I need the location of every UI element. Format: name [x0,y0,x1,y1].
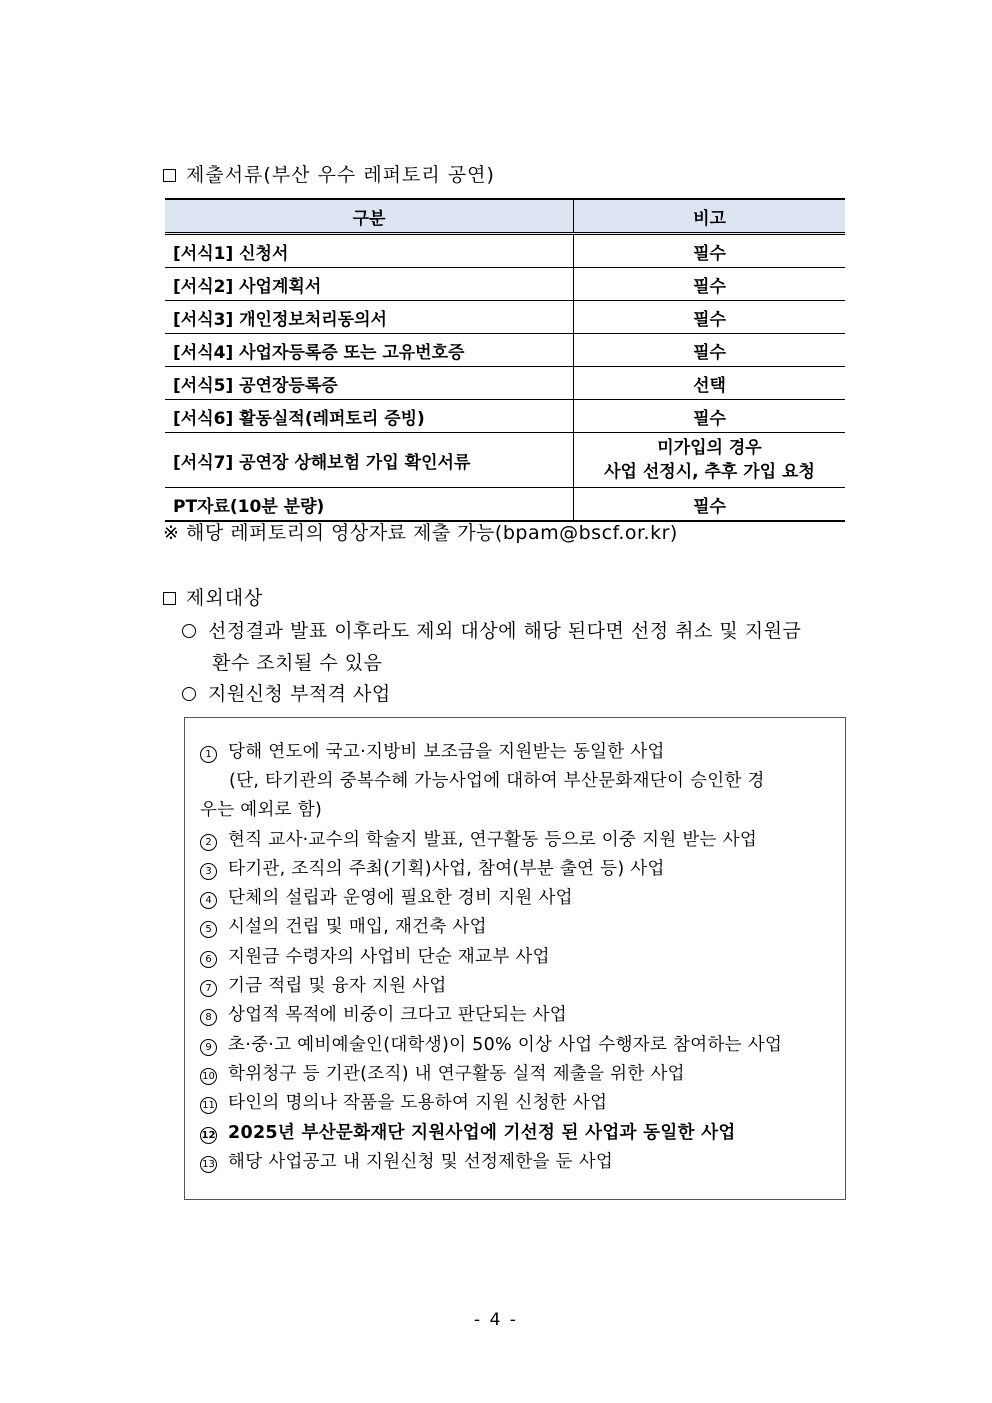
list-item [200,972,447,1001]
table-row [165,400,845,433]
table-cell-category: [서식1] 신청서 [165,234,574,268]
circled-number-icon: 13 [200,1156,217,1173]
table-row [165,433,845,488]
circled-number-icon: 9 [200,1039,217,1056]
table-footnote: ※ 해당 레퍼토리의 영상자료 제출 가능(bpam@bscf.or.kr) [163,522,678,544]
list-item-text: 지원금 수령자의 사업비 단순 재교부 사업 [228,947,550,967]
documents-table [165,198,845,522]
table-cell-remarks [574,433,846,488]
section-title: 제출서류(부산 우수 레퍼토리 공연) [186,164,495,186]
circle-bullet-icon [182,687,196,701]
table-cell-remarks: 필수 [574,234,846,268]
list-item [200,913,487,942]
table-cell-remarks: 선택 [574,367,846,400]
list-item-subline: (단, 타기관의 중복수혜 가능사업에 대하여 부산문화재단이 승인한 경 [229,771,765,791]
bullet-item [182,615,801,647]
list-item-text: 상업적 목적에 비중이 크다고 판단되는 사업 [228,1005,568,1025]
list-item-text: 시설의 건립 및 매입, 재건축 사업 [228,917,487,937]
bullet-text: 선정결과 발표 이후라도 제외 대상에 해당 된다면 선정 취소 및 지원금 [208,620,802,642]
circled-number-icon: 6 [200,951,217,968]
column-header-category: 구분 [165,199,574,234]
circled-number-icon: 11 [200,1097,217,1114]
list-item [200,1031,782,1060]
list-item-text: 2025년 부산문화재단 지원사업에 기선정 된 사업과 동일한 사업 [228,1123,736,1143]
table-row [165,301,845,334]
list-item-subline: 우는 예외로 함) [200,800,323,820]
table-cell-remarks: 필수 [574,400,846,433]
circled-number-icon: 12 [200,1127,217,1144]
remarks-line-2: 사업 선정시, 추후 가입 요청 [604,462,815,482]
list-item-text: 단체의 설립과 운영에 필요한 경비 지원 사업 [228,888,573,908]
circled-number-icon: 3 [200,863,217,880]
checkbox-square-icon [163,592,176,605]
list-item [200,1148,613,1177]
section-heading-documents [163,163,495,187]
list-item-text: 현직 교사·교수의 학술지 발표, 연구활동 등으로 이중 지원 받는 사업 [228,830,758,850]
bullet-text-continuation: 환수 조치될 수 있음 [212,652,383,674]
table-row [165,488,845,522]
column-header-remarks: 비고 [574,199,846,234]
table-cell-category: [서식5] 공연장등록증 [165,367,574,400]
circled-number-icon: 10 [200,1068,217,1085]
remarks-line-1: 미가입의 경우 [657,438,762,458]
section-title: 제외대상 [186,587,264,609]
checkbox-square-icon [163,169,176,182]
circled-number-icon: 2 [200,834,217,851]
list-item [200,943,550,972]
table-cell-category: [서식2] 사업계획서 [165,268,574,301]
page-number: - 4 - [474,1310,518,1330]
table-cell-category: [서식4] 사업자등록증 또는 고유번호증 [165,334,574,367]
table-cell-remarks: 필수 [574,268,846,301]
list-item [200,738,665,767]
table-cell-category: [서식6] 활동실적(레퍼토리 증빙) [165,400,574,433]
list-item [200,1060,685,1089]
circled-number-icon: 1 [200,746,217,763]
bullet-item [182,678,391,710]
list-item [200,1089,607,1118]
list-item-text: 학위청구 등 기관(조직) 내 연구활동 실적 제출을 위한 사업 [228,1064,685,1084]
circled-number-icon: 5 [200,921,217,938]
circled-number-icon: 8 [200,1009,217,1026]
list-item-text: 타인의 명의나 작품을 도용하여 지원 신청한 사업 [228,1093,608,1113]
circled-number-icon: 4 [200,892,217,909]
table-cell-category: PT자료(10분 분량) [165,488,574,522]
table-cell-remarks: 필수 [574,334,846,367]
list-item-text: 초·중·고 예비예술인(대학생)이 50% 이상 사업 수행자로 참여하는 사업 [228,1035,783,1055]
table-row [165,367,845,400]
table-row [165,334,845,367]
list-item-text: 기금 적립 및 융자 지원 사업 [228,976,447,996]
table-cell-remarks: 필수 [574,488,846,522]
table-cell-category: [서식7] 공연장 상해보험 가입 확인서류 [165,433,574,488]
list-item [200,855,665,884]
list-item [200,1001,567,1030]
list-item [200,826,757,855]
list-item-highlighted [200,1119,736,1148]
circled-number-icon: 7 [200,980,217,997]
table-header-row [165,199,845,234]
circle-bullet-icon [182,624,196,638]
section-heading-exclusions [163,586,263,610]
table-cell-remarks: 필수 [574,301,846,334]
table-cell-category: [서식3] 개인정보처리동의서 [165,301,574,334]
bullet-text: 지원신청 부적격 사업 [208,683,391,705]
table-row [165,234,845,268]
list-item-text: 당해 연도에 국고·지방비 보조금을 지원받는 동일한 사업 [228,742,665,762]
list-item [200,884,573,913]
list-item-text: 해당 사업공고 내 지원신청 및 선정제한을 둔 사업 [228,1152,614,1172]
list-item-text: 타기관, 조직의 주최(기획)사업, 참여(부분 출연 등) 사업 [228,859,665,879]
table-row [165,268,845,301]
